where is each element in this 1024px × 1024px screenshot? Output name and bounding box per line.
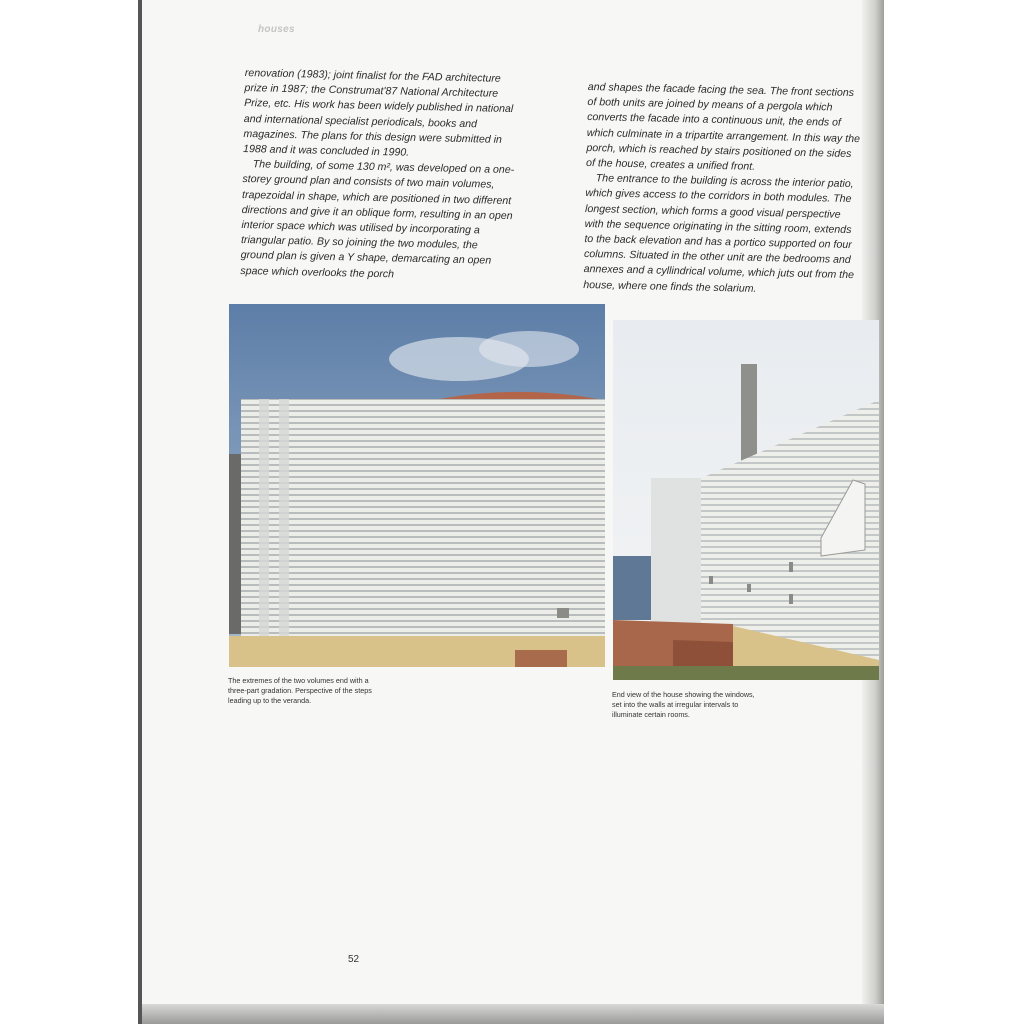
small-window (747, 584, 751, 592)
paragraph: renovation (1983); joint finalist for the FAD architecture prize in 1987; the Construmat'87 National Architecture Prize, etc. His work has been widely published in national and international specialist periodicals, books and magazines. The plans for this design were submitted in 1988 and it was concluded in 1990. (242, 66, 514, 159)
photo-caption-left: The extremes of the two volumes end with a three-part gradation. Perspective of the steps leading up to the veranda. (228, 676, 372, 705)
paragraph: and shapes the facade facing the sea. The front sections of both units are joined by means of a pergola which converts the facade into a continuous unit, the ends of which culminate in a tripartite arrangement. In this way the porch, which is reached by stairs positioned on the sides of the house, creates a unified front. (585, 80, 861, 173)
photo-house-facade (229, 304, 605, 667)
step (673, 640, 733, 670)
text-column-right (583, 80, 862, 299)
photo-end-view (613, 320, 879, 680)
text-column-left (240, 66, 517, 285)
small-window (709, 576, 713, 584)
page-bottom-edge (142, 1004, 884, 1024)
gradation-strip (279, 399, 289, 639)
paragraph: The building, of some 130 m², was developed on a one-storey ground plan and consists of two main volumes, trapezoidal in shape, which are positioned in two different directions and give it an oblique form, resulting in an open interior space which was utilised by incorporating a triangular patio. By so joining the two modules, the ground plan is given a Y shape, demarcating an open space which overlooks the porch (240, 158, 515, 281)
small-window (557, 608, 569, 618)
photo-caption-right: End view of the house showing the windows, set into the walls at irregular intervals to illuminate certain rooms. (612, 690, 755, 719)
step (515, 650, 567, 667)
chimney (741, 364, 757, 464)
paragraph: The entrance to the building is across the interior patio, which gives access to the corridors in both modules. The longest section, which forms a good visual perspective with the sequence originating in the sitting room, extends to the back elevation and has a portico supported on four columns. Situated in the other unit are the bedrooms and annexes and a cyllindrical volume, which juts out from the house, where one finds the solarium. (583, 172, 855, 295)
end-view-illustration (613, 320, 879, 680)
small-window (789, 594, 793, 604)
small-window (789, 562, 793, 572)
page-number: 52 (348, 954, 360, 965)
slatted-wall (241, 399, 605, 639)
grass (613, 666, 879, 680)
cloud (479, 331, 579, 367)
gradation-strip (259, 399, 269, 639)
section-header: houses (258, 24, 295, 35)
end-wall (651, 478, 701, 624)
facade-illustration (229, 304, 605, 667)
